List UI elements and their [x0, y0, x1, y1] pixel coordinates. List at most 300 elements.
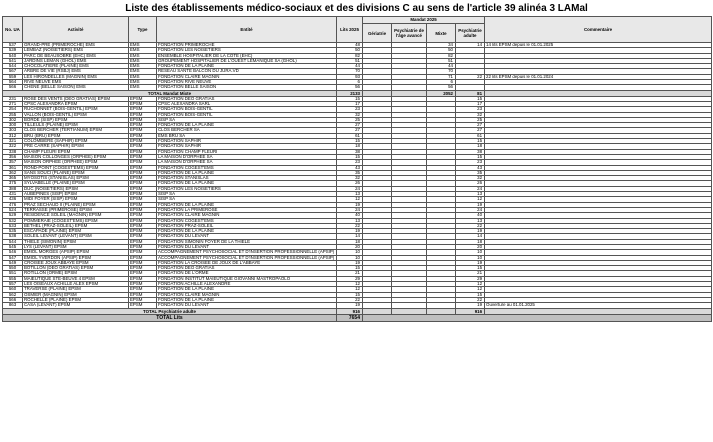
cell-no: 566 [3, 297, 23, 302]
cell-activite: MAISON ORPHEE (ORPHEE) EPSM [23, 160, 129, 165]
cell-no: 533 [3, 223, 23, 228]
cell-no: 338 [3, 149, 23, 154]
cell-type: EMS [129, 85, 157, 90]
cell-no: 550 [3, 266, 23, 271]
cell-lits: 20 [337, 244, 363, 249]
cell-lits: 51 [337, 58, 363, 63]
cell-psy-adulte: 19 [456, 303, 485, 308]
cell-type: EPSM [129, 223, 157, 228]
header-mixte: Mixte [427, 24, 456, 43]
cell-type: EMS [129, 69, 157, 74]
cell-no: 549 [3, 260, 23, 265]
cell-entite: FONDATION DE LA PLAINE [157, 229, 337, 234]
cell-psy-adulte: 10 [456, 250, 485, 255]
total-psy-lits: 916 [337, 308, 363, 314]
cell-type: EPSM [129, 149, 157, 154]
cell-psy-adulte: 13 [456, 192, 485, 197]
cell-type: EPSM [129, 107, 157, 112]
cell-psy-adulte: 25 [456, 117, 485, 122]
cell-psy-adulte: 14 [456, 43, 485, 48]
cell-entite: FONDATION BOIS-GENTIL [157, 112, 337, 117]
cell-activite: CROISEE JOUX ABBAYE EPSM [23, 260, 129, 265]
cell-type: EPSM [129, 271, 157, 276]
cell-lits: 12 [337, 197, 363, 202]
cell-entite: CLOS BERCHER SA [157, 128, 337, 133]
cell-activite: RIVE NEUVE EMS [23, 80, 129, 85]
cell-entite: LA MAISON D'ORPHEE SA [157, 154, 337, 159]
grand-total-label: TOTAL Lits [3, 314, 337, 321]
cell-no: 544 [3, 64, 23, 69]
header-psy-adulte: Psychiatrie adulte [456, 24, 485, 43]
cell-mixte: 34 [427, 43, 456, 48]
cell-type: EPSM [129, 112, 157, 117]
cell-activite: EMIOL MORGES (APSIP) EPSM [23, 250, 129, 255]
total-mixte-psyad: 81 [456, 90, 485, 96]
cell-psy-adulte: 10 [456, 255, 485, 260]
cell-lits: 44 [337, 64, 363, 69]
cell-activite: LYS (LEVANT) EPSM [23, 244, 129, 249]
header-mandat-group: Mandat 2025 [363, 17, 485, 24]
header-geriatrie: Gériatrie [363, 24, 392, 43]
cell-activite: MIDI FOYER (SISP) EPSM [23, 197, 129, 202]
cell-no: 544 [3, 239, 23, 244]
cell-activite: MAISON COLLONGES (ORPHEE) EPSM [23, 154, 129, 159]
cell-activite: THIELE (SIMONIN) EPSM [23, 239, 129, 244]
cell-no: 312 [3, 133, 23, 138]
cell-lits: 93 [337, 74, 363, 79]
cell-mixte: 6 [427, 80, 456, 85]
cell-psy-adulte: 24 [456, 186, 485, 191]
cell-type: EMS [129, 74, 157, 79]
cell-type: EPSM [129, 165, 157, 170]
cell-type: EMS [129, 80, 157, 85]
cell-activite: TRAVERSE (PLAINE) EPSM [23, 287, 129, 292]
header-entite: Entité [157, 17, 337, 43]
cell-no: 476 [3, 202, 23, 207]
cell-psy-adulte: 29 [456, 276, 485, 281]
cell-no: 535 [3, 229, 23, 234]
cell-entite: FONDATION LES NOISETIERS [157, 186, 337, 191]
cell-psy-adulte: 18 [456, 239, 485, 244]
cell-type: EPSM [129, 186, 157, 191]
cell-lits: 14 [337, 234, 363, 239]
cell-no: 271 [3, 101, 23, 106]
cell-entite: FONDATION DE LA PLAINE [157, 123, 337, 128]
cell-entite: RESEAU SANTE BALCON DU JURA.VD [157, 69, 337, 74]
cell-mixte: 44 [427, 64, 456, 69]
cell-activite: PRE CARRE (SAPHIR) EPSM [23, 144, 129, 149]
page-title: Liste des établissements médico-sociaux et des divisions C au sens de l'article 39 alinéa 3 LAMal [125, 3, 588, 14]
header-type: Type [129, 17, 157, 43]
cell-activite: MAIEUTIQUE STE-BEUVE 4 EPSM [23, 276, 129, 281]
cell-commentaire: 22 lits EPSM depuis le 01.01.2024 [485, 74, 712, 79]
cell-psy-adulte: 13 [456, 218, 485, 223]
cell-mixte: 51 [427, 58, 456, 63]
cell-lits: 23 [337, 160, 363, 165]
cell-activite: POMMERAIE (COGEST'EMS) EPSM [23, 218, 129, 223]
cell-type: EPSM [129, 154, 157, 159]
cell-psy-adulte: 15 [456, 139, 485, 144]
cell-type: EPSM [129, 202, 157, 207]
cell-psy-adulte: 43 [456, 165, 485, 170]
cell-no: 540 [3, 53, 23, 58]
cell-type: EMS [129, 53, 157, 58]
cell-lits: 12 [337, 287, 363, 292]
cell-lits: 21 [337, 271, 363, 276]
cell-activite: CLOS BERCHER (TERTIANUM) EPSM [23, 128, 129, 133]
cell-type: EMS [129, 64, 157, 69]
cell-type: EPSM [129, 287, 157, 292]
cell-activite: GRAND-PRE (PRIMEROCHE) EMS [23, 43, 129, 48]
cell-activite: CHOCOLATIERE (PLAINE) EMS [23, 64, 129, 69]
cell-activite: BOTILLON (DEO GRATIAS) EPSM [23, 266, 129, 271]
cell-activite: PRAZ SECHAUD II (PLAINE) EPSM [23, 202, 129, 207]
cell-activite: DUC (NOISETIERS) EPSM [23, 186, 129, 191]
cell-psy-adulte: 32 [456, 112, 485, 117]
establishments-table [2, 16, 712, 322]
cell-psy-adulte: 12 [456, 197, 485, 202]
cell-no: 255 [3, 112, 23, 117]
cell-activite: ROND-POINT (COGEST'EMS) EPSM [23, 165, 129, 170]
cell-psy-adulte: 14 [456, 234, 485, 239]
cell-lits: 24 [337, 207, 363, 212]
cell-entite: EMS BRU SA [157, 133, 337, 138]
cell-lits: 10 [337, 250, 363, 255]
cell-lits: 18 [337, 239, 363, 244]
cell-no: 362 [3, 170, 23, 175]
cell-mixte: 71 [427, 74, 456, 79]
cell-psy-adulte: 40 [456, 213, 485, 218]
cell-activite: LEMBAZ (NOISETIERS) EMS [23, 48, 129, 53]
cell-psy-adulte: 22 [456, 297, 485, 302]
cell-activite: SYLVABELLE (PLAINE) EPSM [23, 181, 129, 186]
cell-entite: FONDATION CLAIRE MAGNIN [157, 74, 337, 79]
cell-entite: ENSEMBLE HOSPITALIER DE LA COTE (EHC) [157, 53, 337, 58]
cell-no: 365 [3, 176, 23, 181]
cell-type: EMS [129, 48, 157, 53]
cell-entite: FONDATION RIVE NEUVE [157, 80, 337, 85]
cell-activite: RESIDENCE SOLEIL (MAGNIN) EPSM [23, 213, 129, 218]
cell-lits: 27 [337, 128, 363, 133]
cell-lits: 15 [337, 292, 363, 297]
cell-entite: FONDATION LA PRIMEROSE [157, 207, 337, 212]
cell-no: 357 [3, 160, 23, 165]
cell-entite: ACCOMPAGNEMENT PSYCHOSOCIAL ET D'INSERTION PROFESSIONNELLE (APSIP) [157, 250, 337, 255]
cell-type: EPSM [129, 266, 157, 271]
cell-no: 547 [3, 255, 23, 260]
cell-activite: ARBRE DE VIE (RSBJ) EMS [23, 69, 129, 74]
cell-entite: FONDATION DE LA PLAINE [157, 170, 337, 175]
cell-psy-adulte: 19 [456, 260, 485, 265]
cell-type: EPSM [129, 144, 157, 149]
cell-type: EPSM [129, 128, 157, 133]
cell-type: EPSM [129, 117, 157, 122]
cell-entite: GROUPEMENT HOSPITALIER DE L'OUEST LEMANIQUE SA (GHOL) [157, 58, 337, 63]
cell-entite: CPSC ALEXANDRA SARL [157, 101, 337, 106]
cell-entite: FONDATION SAPHIR [157, 144, 337, 149]
cell-no: 321 [3, 139, 23, 144]
total-psy-label: TOTAL Psychiatrie adulte [3, 308, 337, 314]
cell-no: 356 [3, 154, 23, 159]
cell-entite: ACCOMPAGNEMENT PSYCHOSOCIAL ET D'INSERTION PROFESSIONNELLE (APSIP) [157, 255, 337, 260]
cell-type: EPSM [129, 276, 157, 281]
cell-psy-adulte: 15 [456, 96, 485, 101]
cell-lits: 48 [337, 43, 363, 48]
cell-entite: FONDATION DE LA PLAINE [157, 287, 337, 292]
cell-entite: FONDATION CLAIRE MAGNIN [157, 292, 337, 297]
cell-lits: 17 [337, 101, 363, 106]
header-psy-age-avance: Psychiatrie de l'âge avancé [392, 24, 427, 43]
cell-lits: 70 [337, 69, 363, 74]
cell-entite: FONDATION BELLE SAISON [157, 85, 337, 90]
cell-no: 300 [3, 123, 23, 128]
cell-no: 302 [3, 117, 23, 122]
cell-activite: COLOMBIERE (SAPHIR) EPSM [23, 139, 129, 144]
cell-mixte: 82 [427, 53, 456, 58]
cell-entite: FONDATION DE LA PLAINE [157, 202, 337, 207]
cell-entite: FONDATION SAPHIR [157, 139, 337, 144]
group-mixte-body [3, 43, 712, 91]
cell-type: EPSM [129, 133, 157, 138]
cell-entite: FONDATION DE LA PLAINE [157, 181, 337, 186]
cell-entite: SISP SA [157, 192, 337, 197]
cell-lits: 23 [337, 107, 363, 112]
cell-type: EPSM [129, 239, 157, 244]
cell-type: EMS [129, 58, 157, 63]
cell-mixte: 56 [427, 85, 456, 90]
cell-lits: 19 [337, 303, 363, 308]
cell-entite: FONDATION STANISLAS [157, 176, 337, 181]
grand-total-row [3, 314, 712, 321]
cell-type: EPSM [129, 170, 157, 175]
cell-psy-adulte: 24 [456, 207, 485, 212]
cell-lits: 15 [337, 96, 363, 101]
cell-entite: FONDATION CLAIRE MAGNIN [157, 213, 337, 218]
cell-activite: ROSE DES VENTS (DEO GRATIAS) EPSM [23, 96, 129, 101]
cell-entite: FONDATION DU LEVANT [157, 244, 337, 249]
header-commentaire: Commentaire [485, 17, 712, 43]
cell-no: 254 [3, 107, 23, 112]
cell-lits: 61 [337, 133, 363, 138]
cell-entite: FONDATION ACHILLE ALEXANDRE [157, 282, 337, 287]
cell-no: 551 [3, 271, 23, 276]
cell-lits: 35 [337, 170, 363, 175]
cell-psy-adulte: 15 [456, 154, 485, 159]
cell-no: 545 [3, 244, 23, 249]
cell-no: 322 [3, 144, 23, 149]
header-lits: Lits 2025 [337, 17, 363, 43]
cell-type: EPSM [129, 282, 157, 287]
cell-activite: CASA (LEVANT) EPSM [23, 303, 129, 308]
cell-activite: BORDE (SISP) EPSM [23, 117, 129, 122]
cell-psy-adulte: 35 [456, 170, 485, 175]
cell-lits: 29 [337, 276, 363, 281]
cell-activite: ROCHELLE (PLAINE) EPSM [23, 297, 129, 302]
cell-activite: CPSC ALEXANDRA EPSM [23, 101, 129, 106]
cell-activite: MYOSOTIS (STANISLAS) EPSM [23, 176, 129, 181]
cell-no: 559 [3, 74, 23, 79]
grand-total-lits: 7654 [337, 314, 363, 321]
cell-entite: FONDATION DU LEVANT [157, 234, 337, 239]
cell-lits: 13 [337, 218, 363, 223]
cell-lits: 6 [337, 80, 363, 85]
cell-type: EPSM [129, 229, 157, 234]
cell-psy-adulte: 20 [456, 244, 485, 249]
cell-lits: 25 [337, 117, 363, 122]
cell-type: EPSM [129, 123, 157, 128]
cell-type: EPSM [129, 101, 157, 106]
cell-no: 566 [3, 85, 23, 90]
cell-no: 546 [3, 250, 23, 255]
cell-type: EPSM [129, 176, 157, 181]
cell-entite: FONDATION DU LEVANT [157, 303, 337, 308]
cell-psy-adulte: 22 [456, 223, 485, 228]
cell-lits: 22 [337, 297, 363, 302]
cell-lits: 26 [337, 181, 363, 186]
header-no-ua: No. UA [3, 17, 23, 43]
cell-psy-adulte: 17 [456, 101, 485, 106]
cell-lits: 24 [337, 186, 363, 191]
cell-type: EPSM [129, 244, 157, 249]
cell-no: 231 [3, 96, 23, 101]
cell-no: 436 [3, 197, 23, 202]
cell-no: 537 [3, 43, 23, 48]
cell-entite: FONDATION INSTITUT MAIEUTIQUE GIOVANNI MASTROPAOLO [157, 276, 337, 281]
cell-entite: SISP SA [157, 197, 337, 202]
cell-entite: FONDATION DEO GRATIAS [157, 96, 337, 101]
cell-activite: CHENE (BELLE SAISON) EMS [23, 85, 129, 90]
cell-no: 388 [3, 186, 23, 191]
cell-no: 529 [3, 213, 23, 218]
cell-lits: 32 [337, 176, 363, 181]
cell-activite: OSMIER (MAGNIN) EPSM [23, 292, 129, 297]
cell-lits: 27 [337, 123, 363, 128]
cell-psy-adulte: 15 [456, 266, 485, 271]
cell-lits: 18 [337, 144, 363, 149]
cell-entite: FONDATION CHAMP FLEURI [157, 149, 337, 154]
cell-lits: 12 [337, 282, 363, 287]
cell-activite: SOLEIL LEVANT (LEVANT) EPSM [23, 234, 129, 239]
cell-entite: FONDATION DE LA PLAINE [157, 297, 337, 302]
cell-psy-adulte: 61 [456, 133, 485, 138]
cell-lits: 19 [337, 229, 363, 234]
cell-lits: 15 [337, 139, 363, 144]
total-mixte-label: TOTAL Mandat Mixte [3, 90, 337, 96]
cell-type: EPSM [129, 207, 157, 212]
cell-activite: AUBEPINES (SISP) EPSM [23, 192, 129, 197]
cell-type: EPSM [129, 297, 157, 302]
cell-type: EPSM [129, 181, 157, 186]
cell-activite: RUCHONNET (BOIS-GENTIL) EPSM [23, 107, 129, 112]
cell-no: 564 [3, 80, 23, 85]
cell-psy-adulte: 23 [456, 107, 485, 112]
cell-entite: LA MAISON D'ORPHEE SA [157, 160, 337, 165]
cell-lits: 19 [337, 202, 363, 207]
cell-psy-adulte: 21 [456, 271, 485, 276]
cell-entite: FONDATION DEO GRATIAS [157, 266, 337, 271]
cell-entite: FONDATION DE LA PLAINE [157, 64, 337, 69]
cell-activite: CHAMP FLEURI EPSM [23, 149, 129, 154]
cell-entite: SISP SA [157, 117, 337, 122]
cell-lits: 40 [337, 213, 363, 218]
cell-lits: 32 [337, 112, 363, 117]
cell-type: EPSM [129, 250, 157, 255]
header-activite: Activité [23, 17, 129, 43]
cell-type: EPSM [129, 192, 157, 197]
cell-type: EMS [129, 43, 157, 48]
cell-type: EPSM [129, 260, 157, 265]
cell-entite: FONDATION SIMONIN FOYER DE LA THIELE [157, 239, 337, 244]
cell-activite: ESCAPADE (PLAINE) EPSM [23, 229, 129, 234]
cell-psy-adulte: 32 [456, 176, 485, 181]
cell-activite: ROTILLON (ORME) EPSM [23, 271, 129, 276]
cell-type: EPSM [129, 197, 157, 202]
cell-lits: 15 [337, 154, 363, 159]
total-mixte-lits: 2133 [337, 90, 363, 96]
cell-activite: BRU (BRU) EPSM [23, 133, 129, 138]
cell-psy-adulte: 15 [456, 292, 485, 297]
cell-no: 567 [3, 69, 23, 74]
cell-entite: FONDATION DE L'ORME [157, 271, 337, 276]
cell-lits: 50 [337, 48, 363, 53]
cell-no: 863 [3, 303, 23, 308]
cell-type: EPSM [129, 160, 157, 165]
cell-activite: TERRASSE (PRIMEROSE) EPSM [23, 207, 129, 212]
cell-entite: FONDATION LA CROISEE DE JOUX DE L'ABBAYE [157, 260, 337, 265]
cell-type: EPSM [129, 96, 157, 101]
cell-no: 524 [3, 207, 23, 212]
group-psy-body [3, 96, 712, 308]
cell-lits: 43 [337, 165, 363, 170]
cell-lits: 10 [337, 255, 363, 260]
cell-activite: JARDINS LEMAN (GHOL) EMS [23, 58, 129, 63]
cell-no: 539 [3, 48, 23, 53]
cell-psy-adulte: 19 [456, 229, 485, 234]
total-mixte-mixte: 2052 [427, 90, 456, 96]
cell-lits: 22 [337, 223, 363, 228]
total-psy-psyad: 916 [456, 308, 485, 314]
cell-commentaire: 14 lits EPSM depuis le 01.01.2025 [485, 43, 712, 48]
cell-entite: FONDATION PRIMEROCHE [157, 43, 337, 48]
cell-lits: 19 [337, 260, 363, 265]
cell-activite: LES HIRONDELLES (MAGNIN) EMS [23, 74, 129, 79]
cell-entite: FONDATION BOIS-GENTIL [157, 107, 337, 112]
cell-psy-adulte: 23 [456, 160, 485, 165]
cell-mixte: 50 [427, 48, 456, 53]
cell-psy-adulte: 12 [456, 282, 485, 287]
cell-no: 562 [3, 292, 23, 297]
cell-activite: BETHEL (PRAZ-SOLEIL) EPSM [23, 223, 129, 228]
cell-psy-adulte: 22 [456, 74, 485, 79]
cell-no: 361 [3, 165, 23, 170]
cell-activite: PARC DE BEAUSOBRE (EHC) EMS [23, 53, 129, 58]
cell-no: 303 [3, 128, 23, 133]
cell-activite: EMIOL YVERDON (APSIP) EPSM [23, 255, 129, 260]
cell-no: 431 [3, 192, 23, 197]
cell-psy-adulte: 26 [456, 181, 485, 186]
cell-lits: 13 [337, 192, 363, 197]
grand-total-filler [363, 314, 712, 321]
cell-type: EPSM [129, 234, 157, 239]
cell-psy-adulte: 27 [456, 128, 485, 133]
cell-no: 555 [3, 276, 23, 281]
cell-type: EPSM [129, 303, 157, 308]
cell-activite: VALLON (BOIS-GENTIL) EPSM [23, 112, 129, 117]
cell-type: EPSM [129, 292, 157, 297]
cell-entite: FONDATION LES NOISETIERS [157, 48, 337, 53]
cell-psy-adulte: 12 [456, 287, 485, 292]
cell-type: EPSM [129, 218, 157, 223]
